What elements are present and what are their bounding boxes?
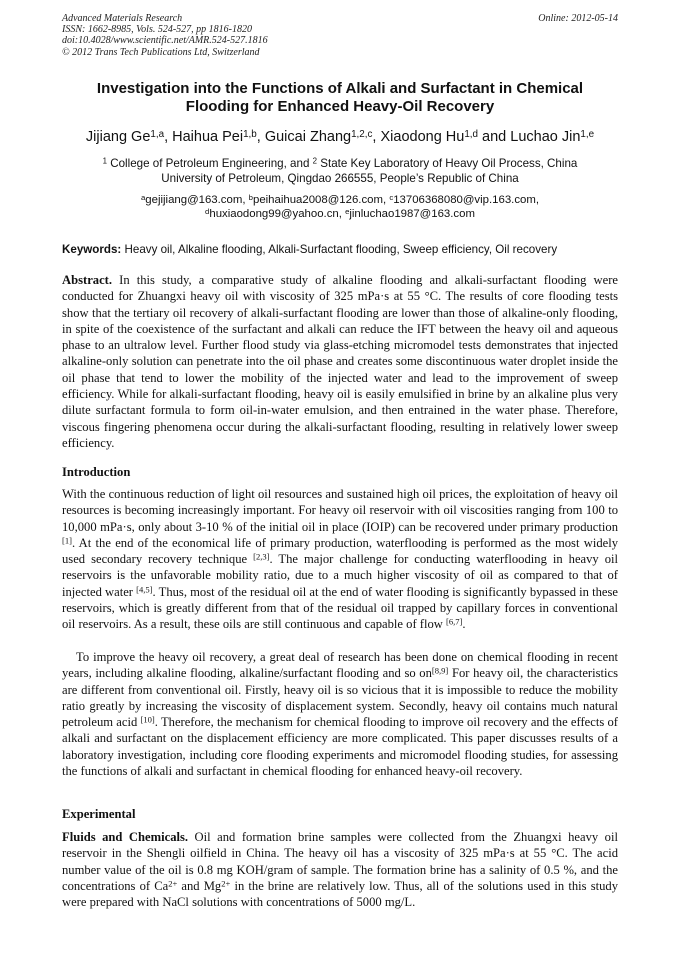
email-mark: c [389, 192, 394, 202]
author-affil-mark: 1,2,c [351, 128, 373, 140]
citation: [8,9] [431, 665, 449, 676]
author-affil-mark: 1,a [150, 128, 165, 140]
body-text: . Therefore, the mechanism for chemical flooding to improve oil recovery and the effects of alkali and surfactant on the displacement efficiency are more complicated. This paper discusses results of a laboratory investigation, including core flooding experiments and micromodel flooding studies, for assessing the functions of alkali and surfactant in chemical flooding for enhanced heavy-oil recovery. [62, 715, 618, 779]
email-line-1 [62, 194, 618, 208]
email-b: peihaihua2008@126.com, [252, 194, 390, 206]
citation: [2,3] [253, 551, 270, 562]
author-name: Luchao Jin [510, 129, 581, 145]
body-text: and Mg [177, 878, 222, 893]
subsection-label: Fluids and Chemicals. [62, 830, 189, 844]
body-text: . [462, 617, 466, 632]
email-e: jinluchao1987@163.com [349, 207, 475, 220]
author-separator: and [478, 129, 511, 145]
body-text: Oil and formation brine samples were collected from the Zhuangxi heavy oil reservoir in the Shengli oilfield in China. The heavy oil has a viscosity of 325 mPa·s at 55 °C. The acid number value of the oil is 0.8 mg KOH/gram of sample. The formation brine has a salinity of 0.5 %, and the concentrations of Ca [62, 830, 618, 893]
author-name: Haihua Pei [172, 129, 244, 145]
ion-charge: 2+ [221, 878, 231, 889]
author-name: Guicai Zhang [264, 129, 352, 145]
online-date: Online: 2012-05-14 [538, 13, 618, 24]
citation: [4,5] [136, 584, 153, 595]
ion-charge: 2+ [168, 878, 178, 889]
email-d: huxiaodong99@yahoo.cn, [209, 207, 346, 220]
title-line-2: Flooding for Enhanced Heavy-Oil Recovery [185, 98, 495, 115]
citation: [6,7] [446, 616, 463, 627]
email-mark: a [140, 192, 146, 202]
keywords-label: Keywords: [62, 243, 122, 256]
author-separator: , [164, 129, 173, 145]
body-text: . Thus, most of the residual oil at the end of water flooding is significantly bypassed in these reservoirs, which is greatly different from that of the residual oil trapped by capillary forces in conventional oil reservoirs. As a result, these oils are still continuous and capable of flow [62, 584, 618, 632]
author-separator: , [372, 129, 381, 145]
email-mark: d [205, 206, 210, 216]
affil-mark: 2 [312, 156, 318, 166]
email-mark: e [345, 206, 350, 216]
body-text: To improve the heavy oil recovery, a great deal of research has been done on chemical flooding in recent years, including alkaline flooding, alkaline/surfactant flooding and so on [62, 650, 618, 681]
affiliation-text: College of Petroleum Engineering, and [107, 157, 313, 170]
issn-line: ISSN: 1662-8985, Vols. 524-527, pp 1816-1820 [62, 24, 252, 36]
body-text: For heavy oil, the characteristics are different from conventional oil. Firstly, heavy oil is so vicious that it is impossible to reduce the mobility ratio greatly by increasing the viscosity of displacement system. Secondly, heavy oil contains much natural petroleum acid [62, 666, 619, 730]
body-text: in the brine are relatively low. Thus, all of the solutions used in this study were prepared with NaCl solutions with concentrations of 5000 mg/L. [62, 878, 618, 910]
email-line-2 [62, 208, 618, 222]
paper-title [62, 80, 618, 116]
affil-mark: 1 [102, 156, 108, 166]
author-name: Xiaodong Hu [380, 129, 465, 145]
email-a: gejijiang@163.com, [145, 194, 249, 206]
title-line-1: Investigation into the Functions of Alkali and Surfactant in Chemical [96, 80, 584, 97]
body-text: . At the end of the economical life of primary production, waterflooding is performed as the most widely used secondary recovery technique [62, 535, 618, 567]
affiliation-line-2: University of Petroleum, Qingdao 266555, People’s Republic of China [161, 172, 519, 185]
author-emails [62, 194, 618, 221]
author-affil-mark: 1,b [243, 128, 257, 140]
introduction-paragraph-2 [62, 649, 618, 779]
author-separator: , [256, 129, 265, 145]
author-list [62, 129, 618, 146]
author-affil-mark: 1,d [464, 128, 479, 140]
affiliation-text: State Key Laboratory of Heavy Oil Process, China [317, 157, 578, 170]
keywords-text: Heavy oil, Alkaline flooding, Alkali-Surfactant flooding, Sweep efficiency, Oil recovery [121, 243, 558, 256]
affiliation-line-1 [62, 156, 618, 171]
affiliations [62, 156, 618, 186]
abstract-paragraph [62, 272, 618, 451]
citation: [10] [140, 714, 155, 725]
doi-line: doi:10.4028/www.scientific.net/AMR.524-527.1816 [62, 35, 268, 47]
email-mark: b [248, 192, 253, 202]
body-text: With the continuous reduction of light oil resources and sustained high oil prices, the exploitation of heavy oil resources is becoming increasingly important. For heavy oil reservoir with oil viscosities ranging from 100 to 10,000 mPa·s, only about 3-10 % of the initial oil in place (IOIP) can be recovered under primary production [62, 487, 618, 534]
body-text: . The major challenge for conducting waterflooding in heavy oil reservoirs is the unfavorable mobility ratio, due to a much higher viscosity of oil as compared to that of injected water [62, 552, 618, 599]
keywords [62, 242, 618, 257]
author-name: Jijiang Ge [85, 129, 151, 145]
introduction-heading: Introduction [62, 465, 131, 479]
author-affil-mark: 1,e [580, 128, 595, 140]
copyright-line: © 2012 Trans Tech Publications Ltd, Switzerland [62, 46, 260, 58]
email-c: 13706368080@vip.163.com, [393, 194, 540, 206]
abstract-text: In this study, a comparative study of alkaline flooding and alkali-surfactant flooding were conducted for Zhuangxi heavy oil with viscosity of 325 mPa·s at 55 °C. The results of core flooding tests show that the tertiary oil recovery of alkali-surfactant flooding are lower than those of alkaline-only flooding, in spite of the coexistence of the surfactant and alkali can reduce the IFT between the heavy oil and aqueous phase to an ultralow level. Further flood study via glass-etching micromodel tests demonstrates that injected alkaline-only solution can penetrate into the oil phase and creates some discontinuous water droplet inside the oil phase that tend to lower the mobility of the injected water and lead to the improvement of sweep efficiency. While for alkali-surfactant flooding, heavy oil is easily emulsified in brine by an alkaline plus very dilute surfactant formula to form oil-in-water emulsion, and then entrained in the water phase. Therefore, viscous fingering phenomena occur during the alkali-surfactant flooding, resulting in relatively lower sweep efficiency. [62, 273, 618, 450]
journal-header [62, 13, 618, 58]
journal-name: Advanced Materials Research [62, 13, 183, 24]
experimental-heading: Experimental [62, 807, 136, 821]
introduction-paragraph-1 [62, 486, 618, 633]
abstract-label: Abstract. [62, 273, 113, 287]
citation: [1] [62, 535, 72, 546]
experimental-paragraph-1 [62, 829, 618, 910]
